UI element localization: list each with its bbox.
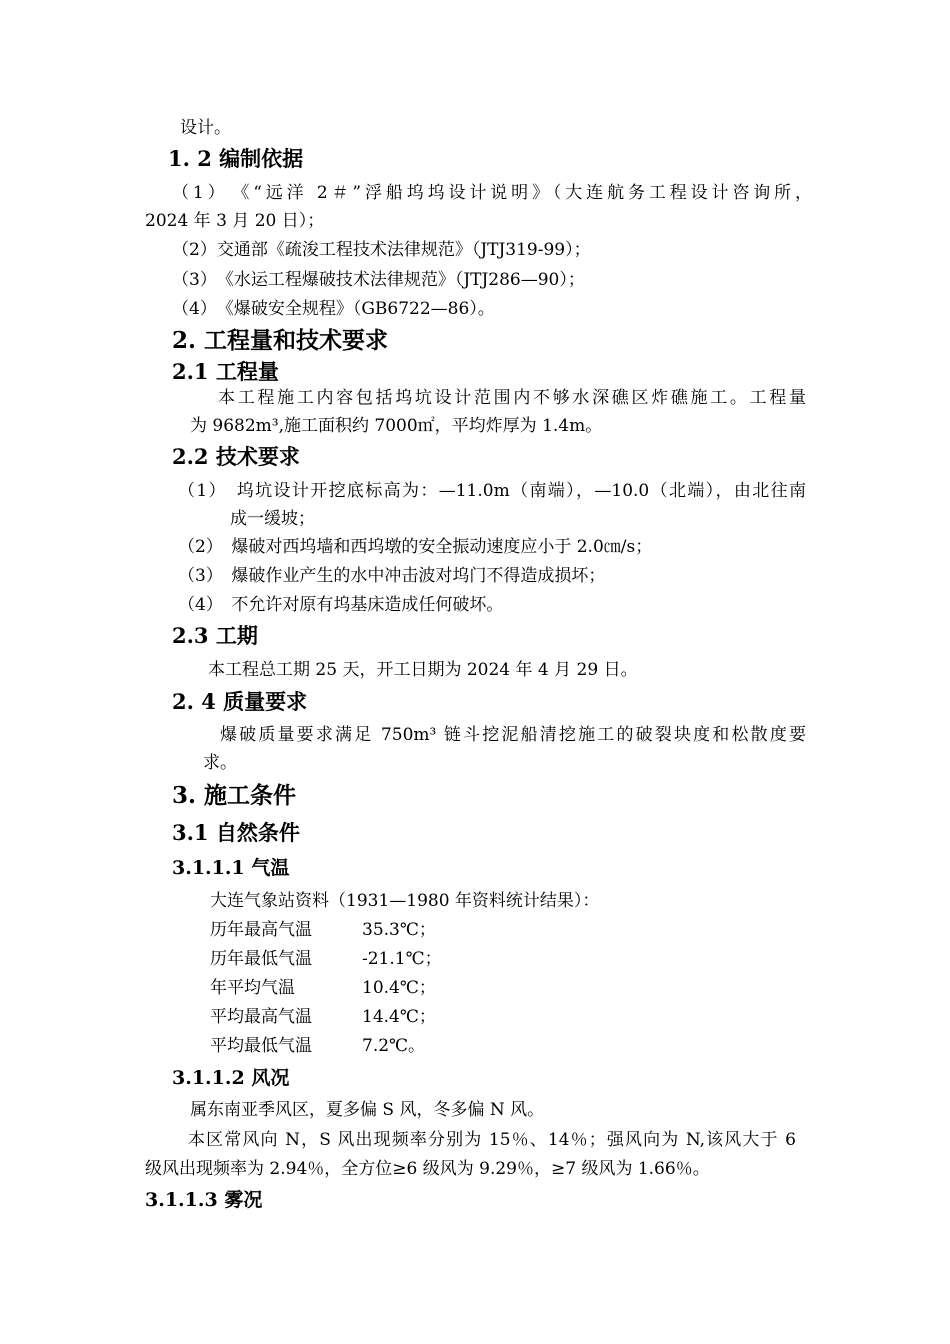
temperature-value: 35.3℃；: [362, 920, 436, 940]
section-heading: 1. 2 编制依据: [168, 146, 304, 171]
section-heading: 2. 4 质量要求: [172, 689, 308, 714]
section-heading: 2.3 工期: [172, 623, 258, 648]
reference-item: （4） 《爆破安全规程》（GB6722—86）。: [172, 299, 495, 319]
text-line: 设计。: [180, 118, 231, 138]
section-heading: 3.1 自然条件: [172, 820, 300, 845]
section-heading: 2.2 技术要求: [172, 444, 300, 469]
reference-item-cont: 2024 年 3 月 20 日）；: [145, 211, 325, 231]
temperature-label: 平均最低气温: [210, 1036, 312, 1056]
temperature-label: 年平均气温: [210, 978, 295, 998]
requirement-item: （2） 爆破对西坞墙和西坞墩的安全振动速度应小于 2.0㎝/s；: [178, 537, 653, 557]
requirement-item: （1） 坞坑设计开挖底标高为：—11.0m（南端），—10.0（北端），由北往南: [178, 481, 806, 501]
requirement-item: （4） 不允许对原有坞基床造成任何破坏。: [178, 595, 504, 615]
reference-item: （2）交通部《疏浚工程技术法律规范》（JTJ319-99）；: [172, 240, 591, 260]
temperature-row: [210, 976, 436, 1000]
chapter-heading: 2. 工程量和技术要求: [172, 327, 389, 354]
temperature-label: 平均最高气温: [210, 1007, 312, 1027]
subsection-heading: 3.1.1.3 雾况: [145, 1189, 263, 1211]
temperature-value: 10.4℃；: [362, 978, 436, 998]
temperature-value: 14.4℃；: [362, 1007, 436, 1027]
temperature-value: 7.2℃。: [362, 1036, 426, 1056]
reference-item: （1） 《“远洋 2＃”浮船坞坞设计说明》（大连航务工程设计咨询所，: [172, 183, 812, 203]
paragraph-line: 属东南亚季风区，夏多偏 S 风，冬多偏 N 风。: [190, 1100, 545, 1120]
requirement-item-cont: 成一缓坡；: [230, 509, 315, 529]
paragraph-line: 级风出现频率为 2.94％，全方位≥6 级风为 9.29％，≥7 级风为 1.66％。: [145, 1159, 710, 1179]
paragraph-line: 求。: [203, 753, 237, 773]
section-heading: 2.1 工程量: [172, 359, 279, 384]
paragraph-line: 大连气象站资料（1931—1980 年资料统计结果）：: [210, 891, 600, 911]
paragraph-line: 本区常风向 N，S 风出现频率分别为 15％、14％；强风向为 N,该风大于 6: [188, 1130, 796, 1150]
temperature-label: 历年最低气温: [210, 949, 312, 969]
temperature-row: [210, 1034, 425, 1058]
requirement-item: （3） 爆破作业产生的水中冲击波对坞门不得造成损坏；: [178, 566, 606, 586]
temperature-value: -21.1℃；: [362, 949, 442, 969]
reference-item: （3） 《水运工程爆破技术法律规范》（JTJ286—90）；: [172, 270, 585, 290]
subsection-heading: 3.1.1.1 气温: [172, 857, 290, 879]
subsection-heading: 3.1.1.2 风况: [172, 1067, 290, 1089]
paragraph-line: 爆破质量要求满足 750m³ 链斗挖泥船清挖施工的破裂块度和松散度要: [220, 725, 806, 745]
temperature-label: 历年最高气温: [210, 920, 312, 940]
paragraph-line: 本工程总工期 25 天，开工日期为 2024 年 4 月 29 日。: [208, 660, 638, 680]
chapter-heading: 3. 施工条件: [172, 782, 297, 809]
temperature-row: [210, 918, 436, 942]
paragraph-line: 为 9682m³,施工面积约 7000㎡，平均炸厚为 1.4m。: [190, 416, 603, 436]
temperature-row: [210, 1005, 436, 1029]
temperature-row: [210, 947, 442, 971]
paragraph-line: 本工程施工内容包括坞坑设计范围内不够水深礁区炸礁施工。工程量: [218, 388, 806, 408]
